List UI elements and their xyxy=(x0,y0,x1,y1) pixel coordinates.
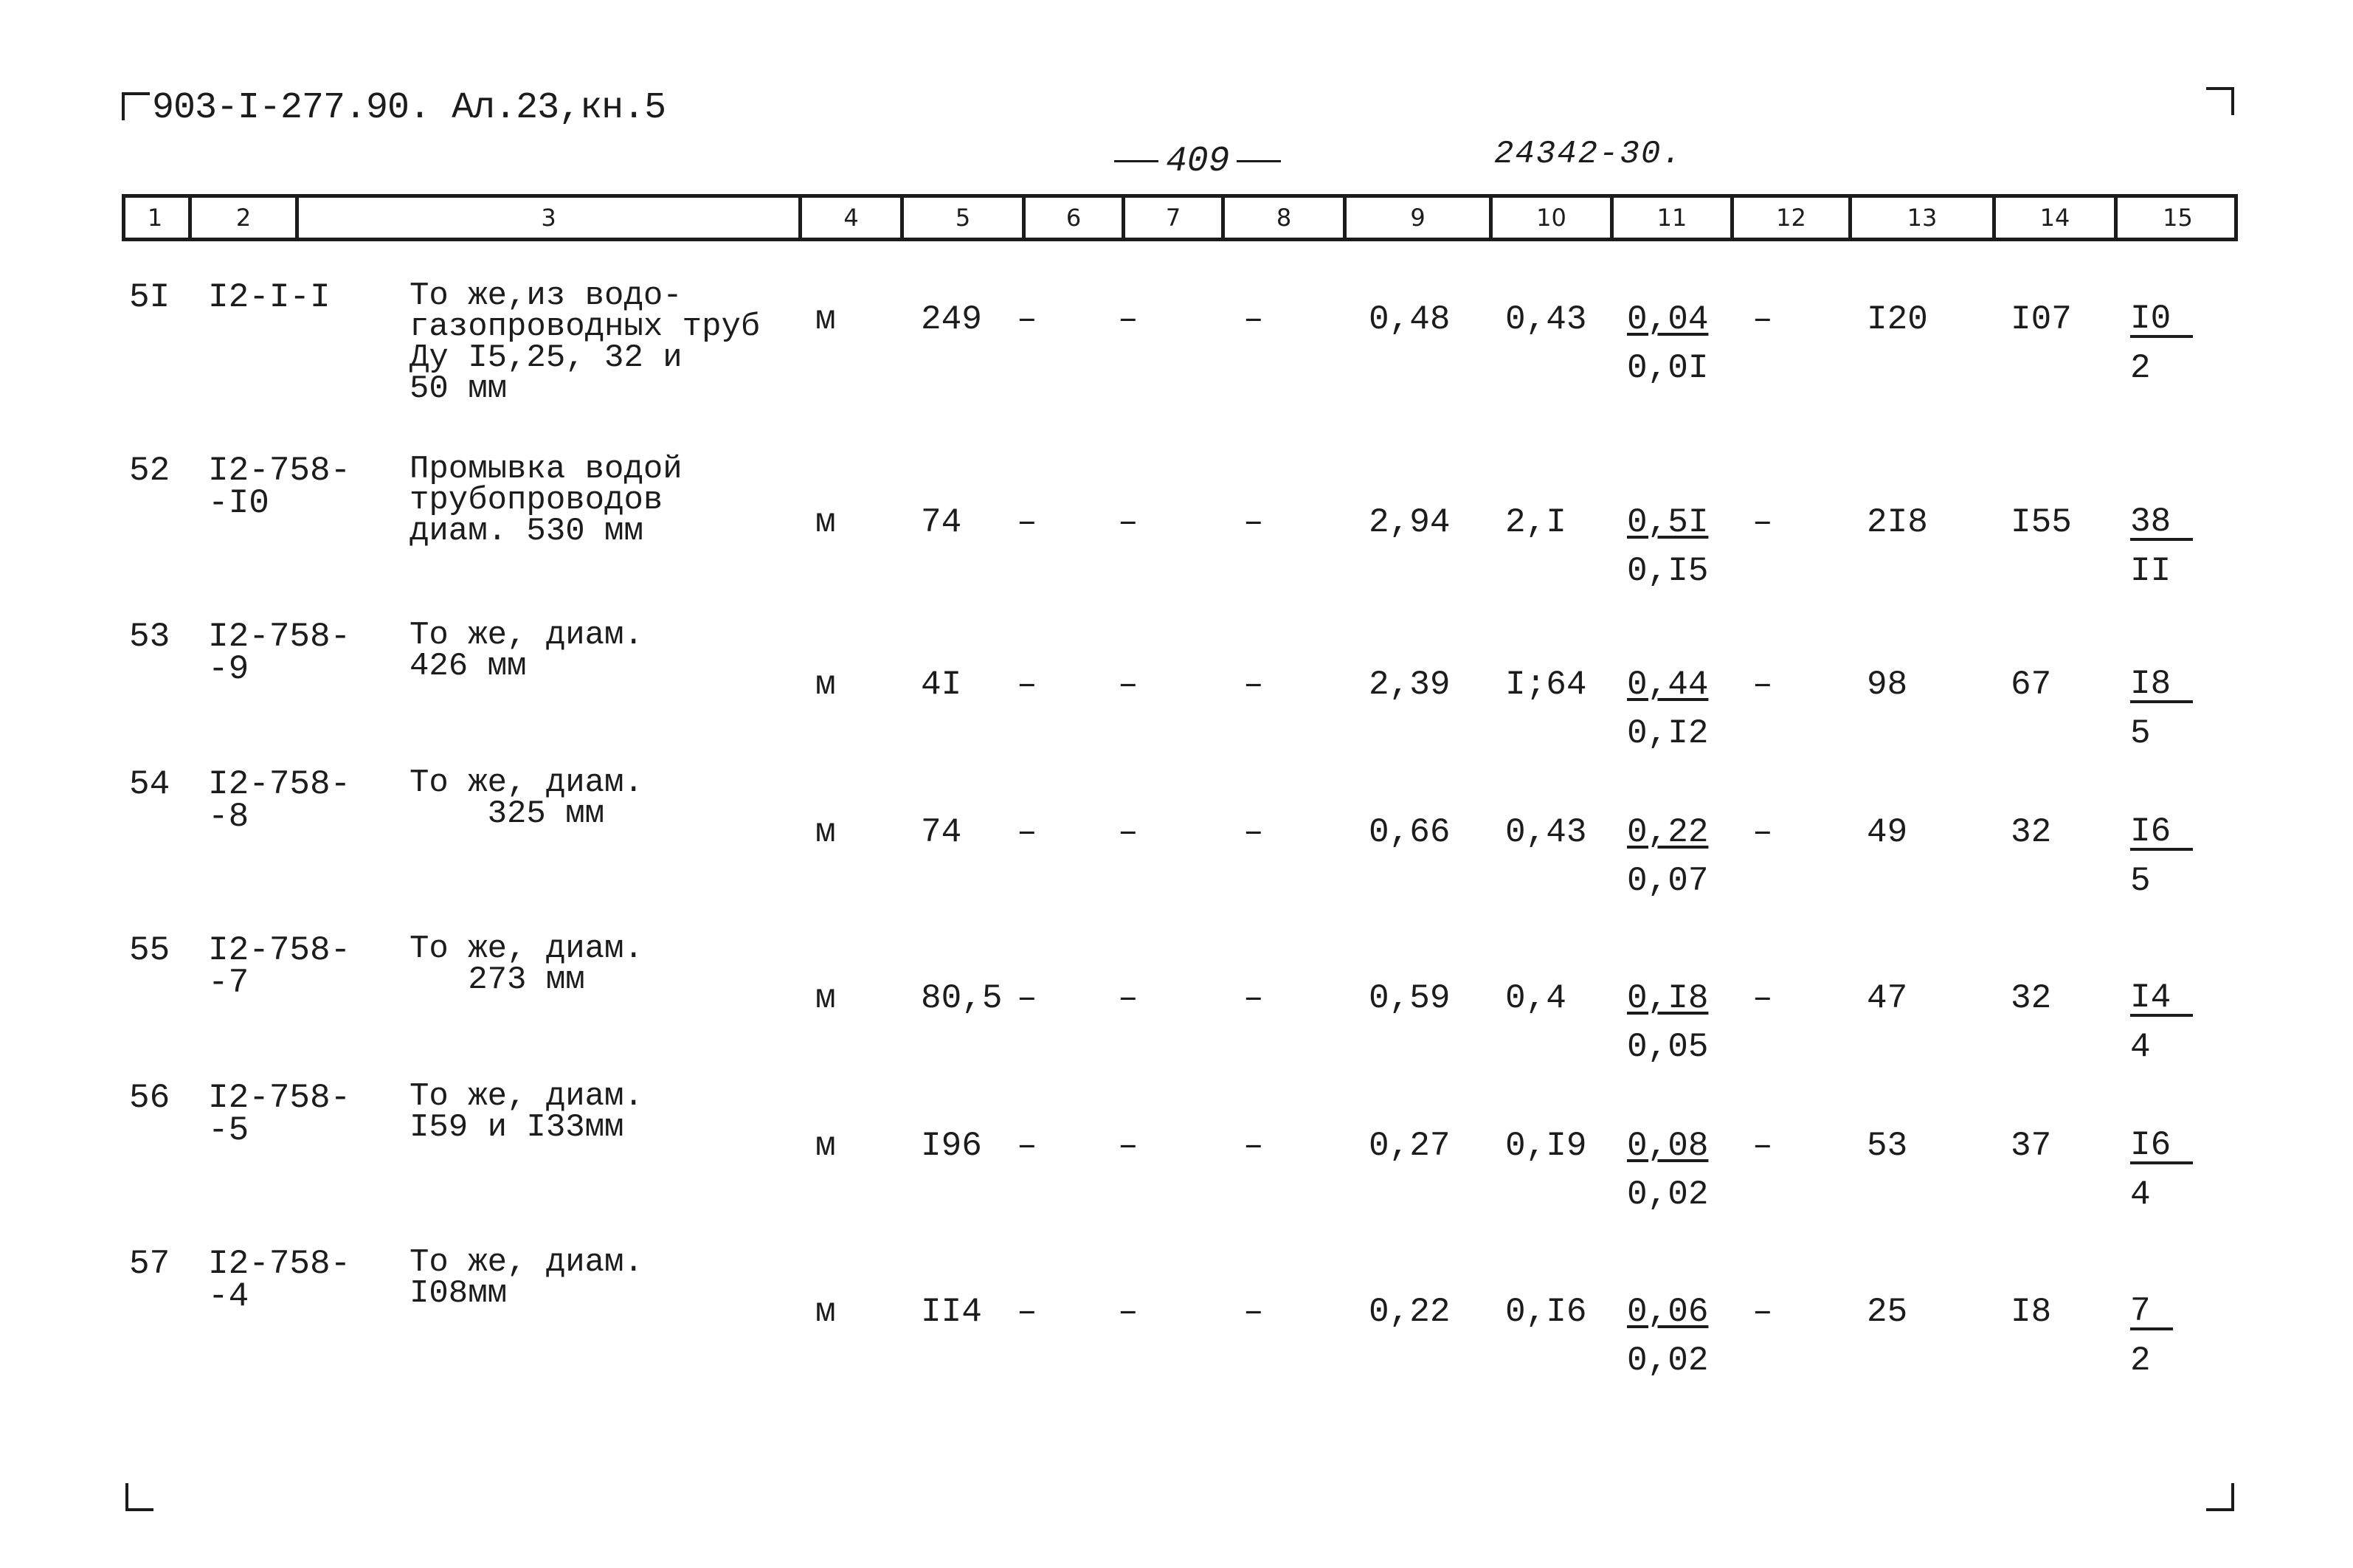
row-c11-top: 0,22 xyxy=(1627,813,1709,852)
sheet-code: 24342-30. xyxy=(1494,136,1683,173)
row-quantity: I96 xyxy=(921,1127,982,1165)
row-c7: – xyxy=(1118,300,1139,339)
row-code-line: -5 xyxy=(208,1111,249,1150)
row-c14: 37 xyxy=(2011,1127,2052,1165)
row-c11-bottom: 0,05 xyxy=(1627,1028,1709,1066)
row-c11-top: 0,06 xyxy=(1627,1293,1709,1331)
column-header-9: 9 xyxy=(1343,198,1489,238)
row-quantity: 74 xyxy=(921,503,962,542)
column-header-11: 11 xyxy=(1610,198,1730,238)
column-header-1: 1 xyxy=(147,204,163,232)
row-c9: 2,94 xyxy=(1369,503,1451,542)
row-c10: 0,43 xyxy=(1505,300,1587,339)
row-c7: – xyxy=(1118,813,1139,852)
row-unit: м xyxy=(815,813,836,852)
row-c15-top: 38 xyxy=(2130,505,2193,541)
row-c11-bottom: 0,02 xyxy=(1627,1341,1709,1380)
row-c11-top: 0,5I xyxy=(1627,503,1709,542)
row-c15-bottom: 5 xyxy=(2130,714,2151,753)
row-c6: – xyxy=(1017,813,1037,852)
row-c11-bottom: 0,07 xyxy=(1627,862,1709,900)
row-c10: 0,I9 xyxy=(1505,1127,1587,1165)
row-c12: – xyxy=(1752,813,1773,852)
row-c15-top: 7 xyxy=(2130,1295,2173,1330)
row-c8: – xyxy=(1243,503,1264,542)
row-description-line: Промывка водой xyxy=(410,451,683,488)
row-number: 53 xyxy=(129,618,170,656)
row-c14: 32 xyxy=(2011,813,2052,852)
row-c11-top: 0,44 xyxy=(1627,666,1709,704)
row-unit: м xyxy=(815,1127,836,1165)
row-c13: 2I8 xyxy=(1867,503,1928,542)
row-c10: 0,43 xyxy=(1505,813,1587,852)
row-description-line: трубопроводов xyxy=(410,482,663,519)
column-header-10: 10 xyxy=(1489,198,1610,238)
row-c9: 0,66 xyxy=(1369,813,1451,852)
row-c6: – xyxy=(1017,979,1037,1018)
document-code: 903-I-277.90. Ал.23,кн.5 xyxy=(152,87,666,129)
row-code-line: I2-758- xyxy=(208,765,351,804)
row-c6: – xyxy=(1017,1293,1037,1331)
row-number: 56 xyxy=(129,1079,170,1117)
row-c6: – xyxy=(1017,300,1037,339)
row-description-line: То же,из водо- xyxy=(410,277,683,314)
row-description-line: То же, диам. xyxy=(410,1078,643,1115)
row-c6: – xyxy=(1017,503,1037,542)
row-c15-bottom: II xyxy=(2130,552,2171,590)
column-header-6: 6 xyxy=(1022,198,1122,238)
corner-mark-top-left xyxy=(122,92,150,120)
column-header-7: 7 xyxy=(1122,198,1221,238)
row-c11-bottom: 0,I5 xyxy=(1627,552,1709,590)
row-unit: м xyxy=(815,979,836,1018)
column-header-4: 4 xyxy=(798,198,900,238)
row-description-line: 50 мм xyxy=(410,370,508,407)
row-c13: I20 xyxy=(1867,300,1928,339)
row-c12: – xyxy=(1752,300,1773,339)
row-c13: 98 xyxy=(1867,666,1908,704)
row-c9: 0,27 xyxy=(1369,1127,1451,1165)
row-c14: 67 xyxy=(2011,666,2052,704)
row-c11-top: 0,I8 xyxy=(1627,979,1709,1018)
row-c15-bottom: 2 xyxy=(2130,1341,2151,1380)
row-c12: – xyxy=(1752,1293,1773,1331)
row-description-line: диам. 530 мм xyxy=(410,513,643,550)
row-c8: – xyxy=(1243,300,1264,339)
row-description-line: То же, диам. xyxy=(410,764,643,801)
row-code-line: I2-758- xyxy=(208,452,351,490)
row-description-line: То же, диам. xyxy=(410,1244,643,1281)
row-c12: – xyxy=(1752,666,1773,704)
row-c12: – xyxy=(1752,503,1773,542)
row-quantity: 4I xyxy=(921,666,962,704)
corner-mark-bottom-left xyxy=(125,1483,153,1511)
row-description-line: Ду I5,25, 32 и xyxy=(410,339,683,376)
row-c6: – xyxy=(1017,1127,1037,1165)
row-c14: I8 xyxy=(2011,1293,2052,1331)
row-number: 54 xyxy=(129,765,170,804)
row-c15-top: I6 xyxy=(2130,1129,2193,1164)
row-code-line: -7 xyxy=(208,964,249,1002)
row-c11-bottom: 0,02 xyxy=(1627,1175,1709,1214)
row-c13: 47 xyxy=(1867,979,1908,1018)
table-header-row xyxy=(122,194,2238,241)
row-c7: – xyxy=(1118,1293,1139,1331)
row-c10: 2,I xyxy=(1505,503,1566,542)
row-description-line: То же, диам. xyxy=(410,617,643,654)
row-c15-bottom: 4 xyxy=(2130,1028,2151,1066)
row-description-line: I08мм xyxy=(410,1275,508,1312)
row-c14: I07 xyxy=(2011,300,2072,339)
row-unit: м xyxy=(815,300,836,339)
row-c11-top: 0,04 xyxy=(1627,300,1709,339)
column-header-14: 14 xyxy=(1992,198,2114,238)
column-header-13: 13 xyxy=(1848,198,1992,238)
row-c7: – xyxy=(1118,503,1139,542)
row-number: 55 xyxy=(129,931,170,970)
row-c15-top: I8 xyxy=(2130,668,2193,703)
row-c15-top: I0 xyxy=(2130,303,2193,338)
row-description-line: 325 мм xyxy=(410,795,605,832)
row-c7: – xyxy=(1118,666,1139,704)
row-c14: I55 xyxy=(2011,503,2072,542)
row-code-line: I2-758- xyxy=(208,931,351,970)
row-c9: 0,48 xyxy=(1369,300,1451,339)
row-c12: – xyxy=(1752,979,1773,1018)
row-unit: м xyxy=(815,1293,836,1331)
row-c7: – xyxy=(1118,1127,1139,1165)
row-c15-bottom: 4 xyxy=(2130,1175,2151,1214)
row-description-line: I59 и I33мм xyxy=(410,1109,624,1146)
column-header-3: 3 xyxy=(295,198,798,238)
row-c8: – xyxy=(1243,1293,1264,1331)
corner-mark-top-right xyxy=(2206,87,2234,115)
row-c15-bottom: 5 xyxy=(2130,862,2151,900)
row-c6: – xyxy=(1017,666,1037,704)
row-c14: 32 xyxy=(2011,979,2052,1018)
row-c13: 25 xyxy=(1867,1293,1908,1331)
row-c10: 0,I6 xyxy=(1505,1293,1587,1331)
row-c10: I;64 xyxy=(1505,666,1587,704)
row-c15-top: I4 xyxy=(2130,981,2193,1017)
row-quantity: II4 xyxy=(921,1293,982,1331)
row-code-line: -8 xyxy=(208,798,249,836)
row-description-line: 426 мм xyxy=(410,648,527,685)
row-quantity: 74 xyxy=(921,813,962,852)
row-c11-bottom: 0,0I xyxy=(1627,349,1709,387)
row-c11-top: 0,08 xyxy=(1627,1127,1709,1165)
row-c8: – xyxy=(1243,813,1264,852)
row-number: 52 xyxy=(129,452,170,490)
row-code-line: -4 xyxy=(208,1277,249,1316)
row-c9: 0,59 xyxy=(1369,979,1451,1018)
row-description-line: То же, диам. xyxy=(410,930,643,967)
row-c15-top: I6 xyxy=(2130,815,2193,851)
column-header-2: 2 xyxy=(188,198,295,238)
row-quantity: 80,5 xyxy=(921,979,1003,1018)
row-unit: м xyxy=(815,503,836,542)
row-number: 5I xyxy=(129,278,170,317)
row-c10: 0,4 xyxy=(1505,979,1566,1018)
row-number: 57 xyxy=(129,1245,170,1283)
row-c9: 0,22 xyxy=(1369,1293,1451,1331)
row-c12: – xyxy=(1752,1127,1773,1165)
row-c9: 2,39 xyxy=(1369,666,1451,704)
row-quantity: 249 xyxy=(921,300,982,339)
row-description-line: 273 мм xyxy=(410,961,585,998)
row-c8: – xyxy=(1243,666,1264,704)
column-header-8: 8 xyxy=(1221,198,1343,238)
column-header-5: 5 xyxy=(900,198,1022,238)
corner-mark-bottom-right xyxy=(2206,1483,2234,1511)
row-code-line: I2-758- xyxy=(208,1245,351,1283)
row-code-line: I2-I-I xyxy=(208,278,331,317)
row-code-line: -9 xyxy=(208,650,249,688)
row-description-line: газопроводных труб xyxy=(410,308,761,345)
row-code-line: I2-758- xyxy=(208,1079,351,1117)
row-c13: 49 xyxy=(1867,813,1908,852)
row-c7: – xyxy=(1118,979,1139,1018)
row-unit: м xyxy=(815,666,836,704)
row-c11-bottom: 0,I2 xyxy=(1627,714,1709,753)
row-c15-bottom: 2 xyxy=(2130,349,2151,387)
row-c8: – xyxy=(1243,979,1264,1018)
row-code-line: -I0 xyxy=(208,484,269,522)
row-code-line: I2-758- xyxy=(208,618,351,656)
row-c13: 53 xyxy=(1867,1127,1908,1165)
page-number: 409 xyxy=(1107,142,1288,182)
column-header-15: 15 xyxy=(2114,198,2238,238)
row-c8: – xyxy=(1243,1127,1264,1165)
column-header-12: 12 xyxy=(1730,198,1848,238)
